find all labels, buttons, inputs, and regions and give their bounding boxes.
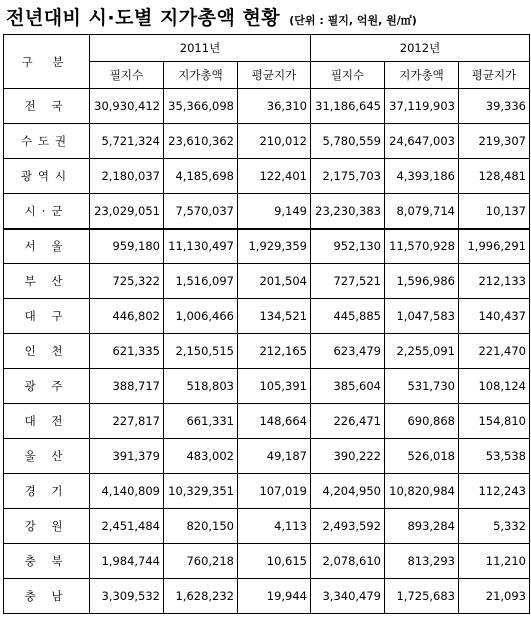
table-cell: 1,596,986 [385,264,459,299]
table-cell: 212,165 [238,334,311,369]
row-region-name: 대 구 [4,299,90,334]
table-cell: 105,391 [238,369,311,404]
table-cell: 154,810 [459,404,530,439]
table-cell: 2,451,484 [90,509,164,544]
table-cell: 388,717 [90,369,164,404]
table-cell: 5,721,324 [90,124,164,159]
table-cell: 518,803 [164,369,238,404]
table-cell: 4,204,950 [311,474,385,509]
table-row [4,334,530,369]
table-cell: 140,437 [459,299,530,334]
table-cell: 24,647,003 [385,124,459,159]
table-row [4,474,530,509]
table-cell: 661,331 [164,404,238,439]
table-cell: 134,521 [238,299,311,334]
page-title: 전년대비 시·도별 지가총액 현황 [6,7,281,29]
table-cell: 36,310 [238,89,311,124]
table-row [4,194,530,229]
table-cell: 19,944 [238,579,311,614]
header-year-2011: 2011년 [90,35,311,62]
table-cell: 37,119,903 [385,89,459,124]
col-header: 필지수 [311,62,385,89]
table-cell: 10,615 [238,544,311,579]
row-region-name: 울 산 [4,439,90,474]
table-cell: 690,868 [385,404,459,439]
table-cell: 3,340,479 [311,579,385,614]
land-value-table [3,34,530,614]
row-region-name: 시·군 [4,194,90,229]
table-cell: 5,332 [459,509,530,544]
table-cell: 23,029,051 [90,194,164,229]
table-cell: 11,570,928 [385,229,459,264]
table-cell: 1,725,683 [385,579,459,614]
header-category: 구 분 [4,35,90,89]
row-region-name: 경 기 [4,474,90,509]
table-cell: 727,521 [311,264,385,299]
row-region-name: 강 원 [4,509,90,544]
table-cell: 1,628,232 [164,579,238,614]
table-cell: 4,113 [238,509,311,544]
table-cell: 39,336 [459,89,530,124]
row-region-name: 서 울 [4,229,90,264]
table-cell: 1,929,359 [238,229,311,264]
table-row [4,264,530,299]
table-cell: 31,186,645 [311,89,385,124]
table-cell: 2,078,610 [311,544,385,579]
table-row [4,159,530,194]
table-cell: 35,366,098 [164,89,238,124]
table-cell: 483,002 [164,439,238,474]
table-row [4,509,530,544]
table-row [4,229,530,264]
table-cell: 893,284 [385,509,459,544]
table-cell: 4,185,698 [164,159,238,194]
table-cell: 11,210 [459,544,530,579]
col-header: 지가총액 [164,62,238,89]
row-region-name: 충 남 [4,579,90,614]
row-region-name: 광역시 [4,159,90,194]
table-cell: 2,150,515 [164,334,238,369]
table-cell: 30,930,412 [90,89,164,124]
row-region-name: 전 국 [4,89,90,124]
table-cell: 531,730 [385,369,459,404]
table-cell: 108,124 [459,369,530,404]
table-cell: 820,150 [164,509,238,544]
col-header: 필지수 [90,62,164,89]
table-cell: 1,516,097 [164,264,238,299]
table-cell: 2,493,592 [311,509,385,544]
row-region-name: 부 산 [4,264,90,299]
table-cell: 2,255,091 [385,334,459,369]
col-header: 평균지가 [238,62,311,89]
table-cell: 219,307 [459,124,530,159]
table-cell: 760,218 [164,544,238,579]
table-cell: 4,140,809 [90,474,164,509]
table-cell: 21,093 [459,579,530,614]
table-cell: 5,780,559 [311,124,385,159]
table-cell: 1,996,291 [459,229,530,264]
table-cell: 53,538 [459,439,530,474]
table-cell: 11,130,497 [164,229,238,264]
table-row [4,544,530,579]
header-year-2012: 2012년 [311,35,530,62]
table-cell: 10,137 [459,194,530,229]
table-cell: 10,329,351 [164,474,238,509]
table-row [4,89,530,124]
table-cell: 210,012 [238,124,311,159]
table-cell: 8,079,714 [385,194,459,229]
table-cell: 959,180 [90,229,164,264]
row-region-name: 인 천 [4,334,90,369]
table-cell: 1,984,744 [90,544,164,579]
table-cell: 226,471 [311,404,385,439]
table-row [4,369,530,404]
table-row [4,579,530,614]
table-cell: 3,309,532 [90,579,164,614]
table-cell: 390,222 [311,439,385,474]
table-cell: 212,133 [459,264,530,299]
table-cell: 725,322 [90,264,164,299]
table-cell: 221,470 [459,334,530,369]
table-cell: 2,180,037 [90,159,164,194]
table-row [4,404,530,439]
table-row [4,439,530,474]
table-body [4,89,530,614]
table-cell: 385,604 [311,369,385,404]
table-cell: 9,149 [238,194,311,229]
table-cell: 621,335 [90,334,164,369]
table-row [4,299,530,334]
table-cell: 107,019 [238,474,311,509]
table-cell: 446,802 [90,299,164,334]
table-cell: 1,006,466 [164,299,238,334]
table-cell: 128,481 [459,159,530,194]
page-title-block [6,3,417,31]
table-cell: 813,293 [385,544,459,579]
table-cell: 148,664 [238,404,311,439]
table-cell: 391,379 [90,439,164,474]
unit-note: (단위 : 필지, 억원, 원/㎡) [289,14,417,27]
table-cell: 445,885 [311,299,385,334]
col-header: 평균지가 [459,62,530,89]
table-cell: 23,230,383 [311,194,385,229]
row-region-name: 대 전 [4,404,90,439]
row-region-name: 광 주 [4,369,90,404]
table-cell: 49,187 [238,439,311,474]
row-region-name: 충 북 [4,544,90,579]
table-cell: 112,243 [459,474,530,509]
table-cell: 7,570,037 [164,194,238,229]
table-cell: 526,018 [385,439,459,474]
table-cell: 4,393,186 [385,159,459,194]
table-cell: 1,047,583 [385,299,459,334]
table-cell: 122,401 [238,159,311,194]
col-header: 지가총액 [385,62,459,89]
table-cell: 227,817 [90,404,164,439]
table-cell: 2,175,703 [311,159,385,194]
table-cell: 23,610,362 [164,124,238,159]
table-cell: 623,479 [311,334,385,369]
table-cell: 952,130 [311,229,385,264]
table-cell: 201,504 [238,264,311,299]
table-cell: 10,820,984 [385,474,459,509]
row-region-name: 수도권 [4,124,90,159]
table-row [4,124,530,159]
